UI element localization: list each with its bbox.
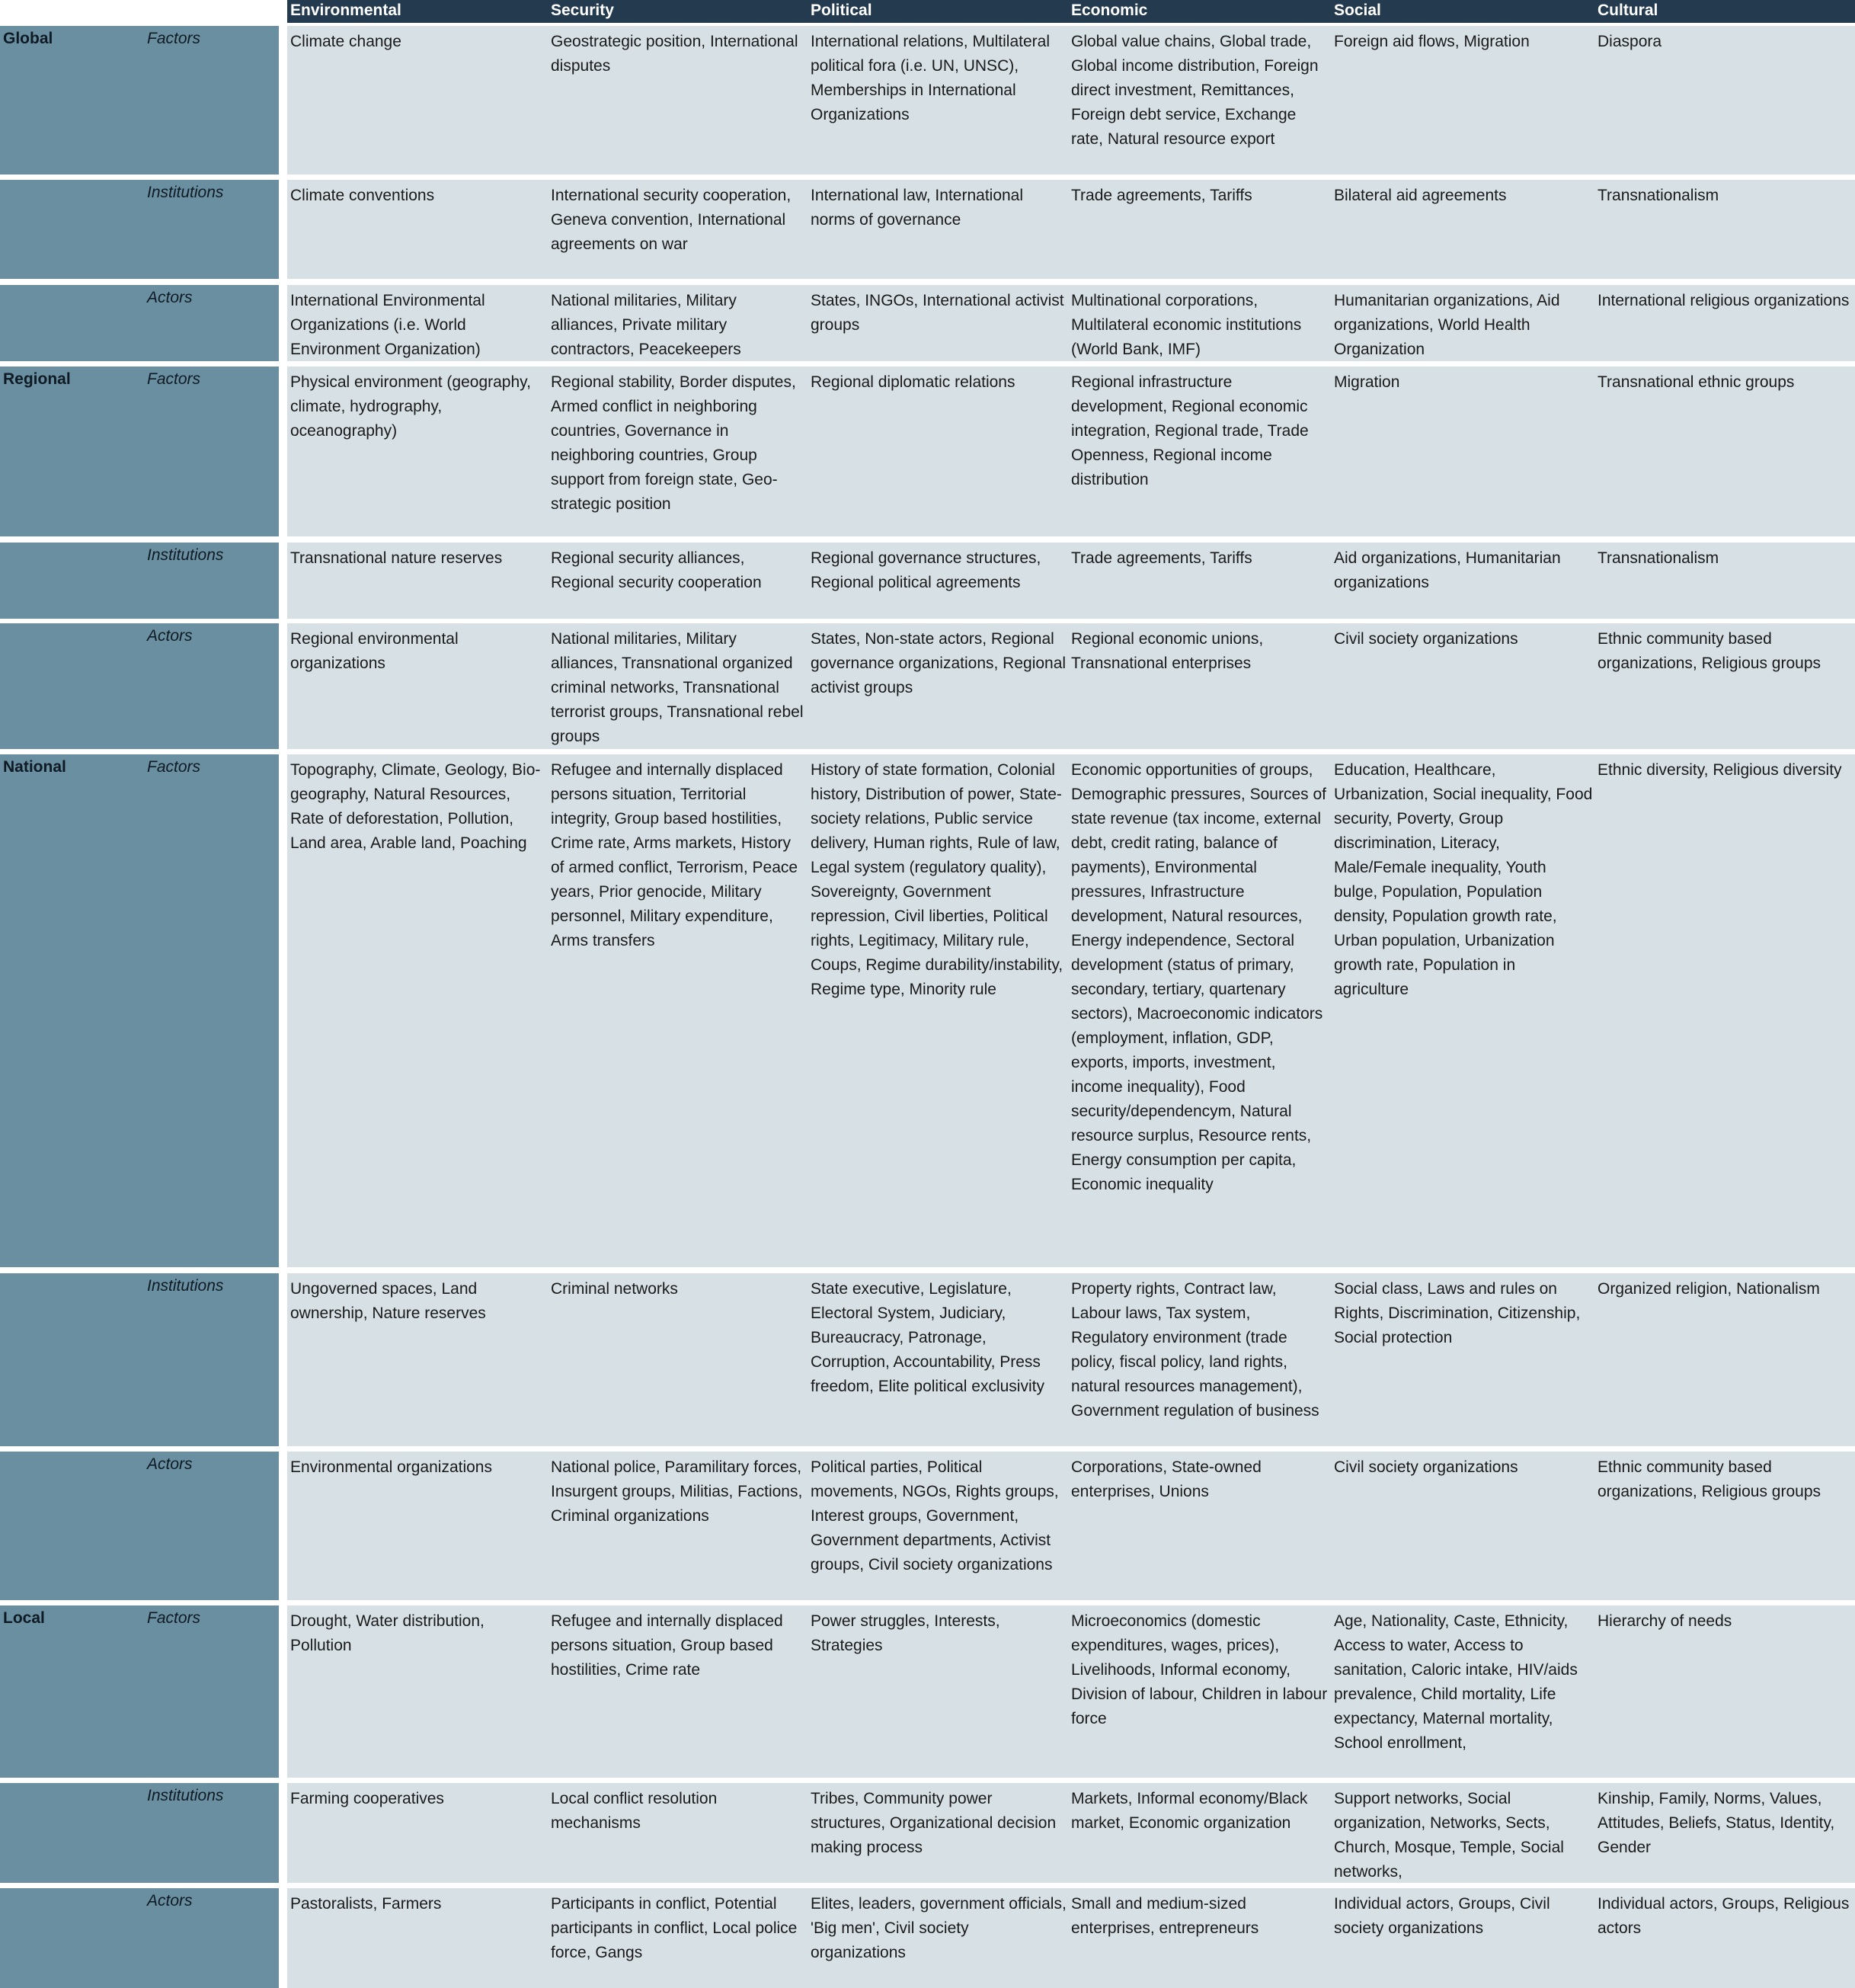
table-cell: Refugee and internally displaced persons situation, Territorial integrity, Group based hostilities, Crime rate, Arms markets, History of armed conflict, Terrorism, Peace years, Prior genocide, Military personnel, Military expenditure, Arms transfers [551,761,798,949]
table-cell: Regional stability, Border disputes, Armed conflict in neighboring countries, Governance in neighboring countries, Group support from foreign state, Geo-strategic position [551,373,796,513]
table-cell: International security cooperation, Geneva convention, International agreements on war [551,187,792,253]
table-cell: Civil society organizations [1334,630,1518,648]
type-label: Factors [147,370,201,388]
table-cell: Geostrategic position, International disputes [551,33,798,75]
table-cell: Power struggles, Interests, Strategies [811,1612,1000,1654]
level-label: Local [3,1609,45,1627]
row-label [0,754,279,1267]
table-cell: Age, Nationality, Caste, Ethnicity, Access to water, Access to sanitation, Caloric intake, HIV/aids prevalence, Child mortality, Life expectancy, Maternal mortality, School enrollment, [1334,1612,1578,1752]
table-cell: Environmental organizations [290,1458,492,1476]
row-label [0,180,279,279]
table-cell: Trade agreements, Tariffs [1071,549,1252,567]
table-cell: Foreign aid flows, Migration [1334,33,1530,50]
table-cell: Education, Healthcare, Urbanization, Social inequality, Food security, Poverty, Group discrimination, Literacy, Male/Female inequality, Youth bulge, Population, Population density, Population growth rate, Urban population, Urbanization growth rate, Population in agriculture [1334,761,1593,998]
table-cell: Refugee and internally displaced persons situation, Group based hostilities, Crime rate [551,1612,783,1679]
table-cell: Transnational ethnic groups [1598,373,1795,391]
table-cell: Climate conventions [290,187,435,204]
column-header: Political [808,0,1068,23]
table-cell: Regional infrastructure development, Regional economic integration, Regional trade, Trade Openness, Regional income distribution [1071,373,1309,488]
table-cell: Economic opportunities of groups, Demographic pressures, Sources of state revenue (tax income, external debt, credit rating, balance of payments), Environmental pressures, Infrastructure development, Natural resources, Energy independence, Sectoral development (status of primary, secondary, tertiary, quartenary sectors), Macroeconomic indicators (employment, inflation, GDP, exports, imports, investment, income inequality), Food security/dependencym, Natural resource surplus, Resource rents, Energy consumption per capita, Economic inequality [1071,761,1326,1193]
table-cell: Pastoralists, Farmers [290,1895,442,1913]
type-label: Actors [147,289,193,306]
type-label: Factors [147,758,201,776]
table-cell: International Environmental Organizations (i.e. World Environment Organization) [290,292,485,358]
table-row [287,367,1855,536]
table-cell: Drought, Water distribution, Pollution [290,1612,485,1654]
table-cell: Individual actors, Groups, Religious actors [1598,1895,1850,1937]
table-cell: States, INGOs, International activist groups [811,292,1064,334]
table-cell: History of state formation, Colonial history, Distribution of power, State-society relations, Public service delivery, Human rights, Rule of law, Legal system (regulatory quality), Sovereignty, Government repression, Civil liberties, Political rights, Legitimacy, Military rule, Coups, Regime durability/instability, Regime type, Minority rule [811,761,1063,998]
table-cell: Support networks, Social organization, Networks, Sects, Church, Mosque, Temple, Social networks, [1334,1790,1564,1881]
table-cell: Local conflict resolution mechanisms [551,1790,718,1832]
table-cell: Regional diplomatic relations [811,373,1015,391]
table-cell: State executive, Legislature, Electoral System, Judiciary, Bureaucracy, Patronage, Corruption, Accountability, Press freedom, Elite political exclusivity [811,1280,1044,1395]
row-label [0,285,279,361]
table-row [287,1783,1855,1883]
table-row [287,1888,1855,1988]
type-label: Factors [147,1609,201,1627]
row-label [0,1888,279,1988]
type-label: Institutions [147,184,224,201]
table-cell: Aid organizations, Humanitarian organizations [1334,549,1561,591]
row-label [0,543,279,619]
table-cell: Ethnic diversity, Religious diversity [1598,761,1842,779]
level-label: Regional [3,370,71,388]
table-cell: Property rights, Contract law, Labour laws, Tax system, Regulatory environment (trade policy, fiscal policy, land rights, natural resources management), Government regulation of business [1071,1280,1319,1420]
table-cell: Tribes, Community power structures, Organizational decision making process [811,1790,1057,1856]
table-cell: Markets, Informal economy/Black market, Economic organization [1071,1790,1308,1832]
table-cell: Organized religion, Nationalism [1598,1280,1820,1298]
column-header: Environmental [287,0,548,23]
table-cell: Transnationalism [1598,549,1719,567]
table-cell: Corporations, State-owned enterprises, Unions [1071,1458,1262,1500]
table-cell: Climate change [290,33,401,50]
table-row [287,1605,1855,1778]
table-cell: Civil society organizations [1334,1458,1518,1476]
table-cell: National militaries, Military alliances, Transnational organized criminal networks, Transnational terrorist groups, Transnational rebel groups [551,630,804,745]
table-row [287,623,1855,749]
table-cell: Trade agreements, Tariffs [1071,187,1252,204]
table-cell: Regional environmental organizations [290,630,459,672]
type-label: Actors [147,1892,193,1910]
table-cell: International relations, Multilateral political fora (i.e. UN, UNSC), Memberships in International Organizations [811,33,1050,123]
table-cell: Hierarchy of needs [1598,1612,1732,1630]
table-cell: National police, Paramilitary forces, Insurgent groups, Militias, Factions, Criminal organizations [551,1458,803,1525]
table-cell: Social class, Laws and rules on Rights, Discrimination, Citizenship, Social protection [1334,1280,1581,1346]
table-row [287,180,1855,279]
table-cell: Individual actors, Groups, Civil society organizations [1334,1895,1550,1937]
table-cell: Global value chains, Global trade, Global income distribution, Foreign direct investment, Remittances, Foreign debt service, Exchange rate, Natural resource export [1071,33,1319,148]
table-row [287,754,1855,1267]
table-row [287,1273,1855,1446]
column-header: Security [548,0,808,23]
table-cell: Transnationalism [1598,187,1719,204]
table-cell: Migration [1334,373,1400,391]
table-cell: Microeconomics (domestic expenditures, wages, prices), Livelihoods, Informal economy, Division of labour, Children in labour force [1071,1612,1328,1727]
type-label: Institutions [147,1277,224,1295]
table-cell: Kinship, Family, Norms, Values, Attitudes, Beliefs, Status, Identity, Gender [1598,1790,1835,1856]
table-cell: International law, International norms of governance [811,187,1024,229]
table-cell: Participants in conflict, Potential participants in conflict, Local police force, Gangs [551,1895,798,1961]
table-cell: Criminal networks [551,1280,678,1298]
column-header: Cultural [1594,0,1855,23]
table-row [287,543,1855,619]
row-label [0,1452,279,1600]
row-label [0,1783,279,1883]
table-cell: National militaries, Military alliances, Private military contractors, Peacekeepers [551,292,741,358]
column-header: Social [1331,0,1594,23]
table-cell: Physical environment (geography, climate, hydrography, oceanography) [290,373,531,440]
table-cell: Diaspora [1598,33,1662,50]
table-cell: Ungoverned spaces, Land ownership, Nature reserves [290,1280,486,1322]
table-cell: Political parties, Political movements, NGOs, Rights groups, Interest groups, Government, Government departments, Activist groups, Civil society organizations [811,1458,1059,1573]
type-label: Institutions [147,1787,224,1804]
table-cell: International religious organizations [1598,292,1850,309]
type-label: Actors [147,1455,193,1473]
table-row [287,1452,1855,1600]
column-header: Economic [1068,0,1331,23]
row-label [0,1605,279,1778]
table-row [287,26,1855,174]
table-cell: States, Non-state actors, Regional governance organizations, Regional activist groups [811,630,1067,696]
type-label: Institutions [147,546,224,564]
row-label [0,1273,279,1446]
row-label [0,367,279,536]
table-cell: Transnational nature reserves [290,549,503,567]
level-label: National [3,758,66,776]
table-cell: Elites, leaders, government officials, 'Big men', Civil society organizations [811,1895,1067,1961]
row-label [0,26,279,174]
table-cell: Multinational corporations, Multilateral economic institutions (World Bank, IMF) [1071,292,1302,358]
row-label [0,623,279,749]
type-label: Factors [147,30,201,47]
table-cell: Regional governance structures, Regional political agreements [811,549,1041,591]
table-cell: Ethnic community based organizations, Religious groups [1598,1458,1821,1500]
table-cell: Topography, Climate, Geology, Bio-geography, Natural Resources, Rate of deforestation, Pollution, Land area, Arable land, Poaching [290,761,541,852]
table-cell: Ethnic community based organizations, Religious groups [1598,630,1821,672]
type-label: Actors [147,627,193,645]
table-cell: Farming cooperatives [290,1790,444,1807]
table-cell: Regional economic unions, Transnational enterprises [1071,630,1264,672]
table-cell: Humanitarian organizations, Aid organizations, World Health Organization [1334,292,1560,358]
table-row [287,285,1855,361]
table-cell: Small and medium-sized enterprises, entrepreneurs [1071,1895,1259,1937]
table-cell: Regional security alliances, Regional security cooperation [551,549,762,591]
level-label: Global [3,30,53,47]
table-cell: Bilateral aid agreements [1334,187,1507,204]
